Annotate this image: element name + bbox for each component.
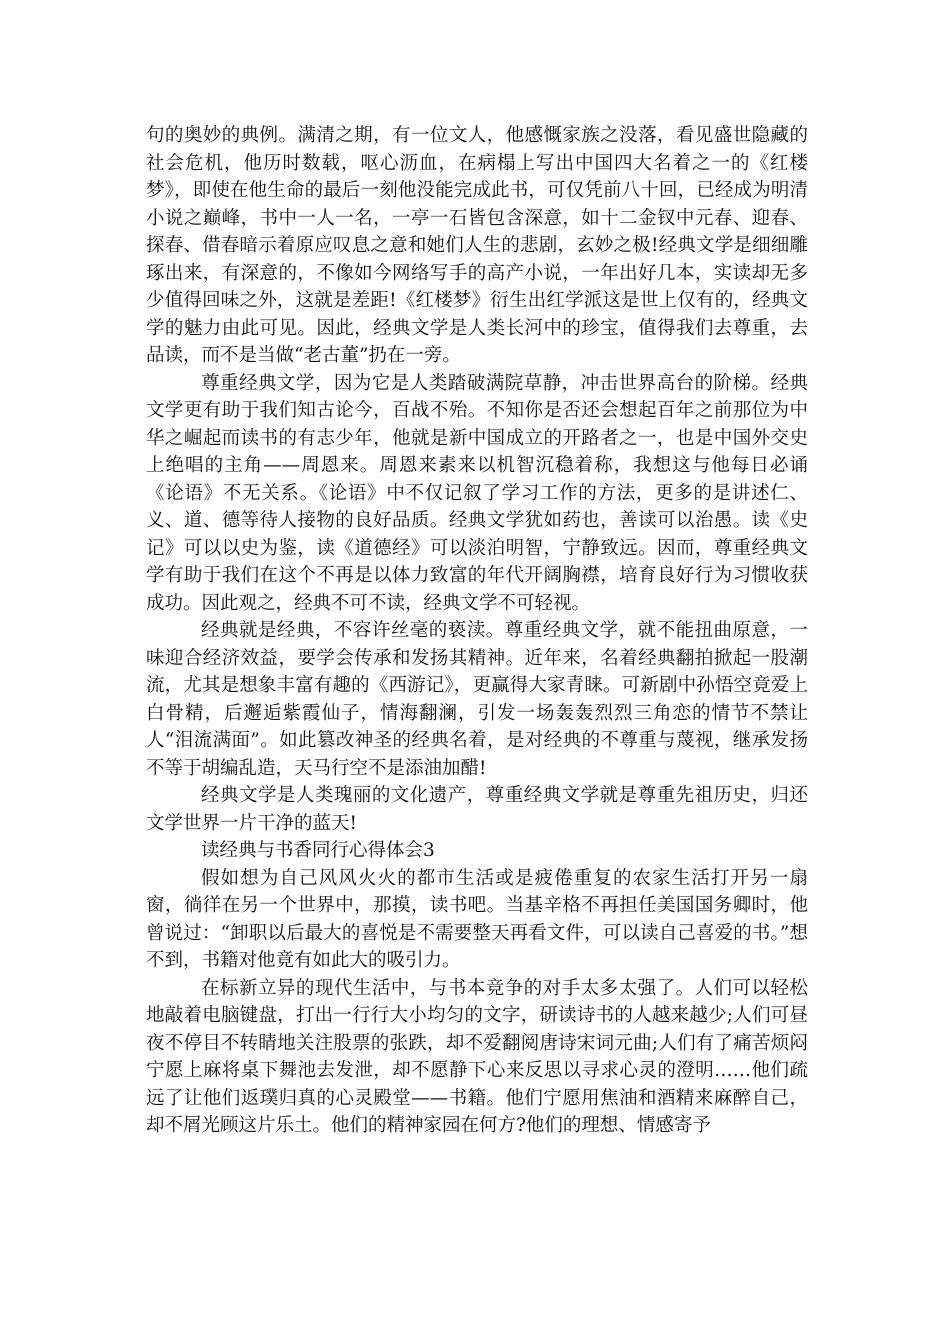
document-page xyxy=(146,122,808,1140)
paragraph-4: 经典文学是人类瑰丽的文化遗产，尊重经典文学就是尊重先祖历史，归还文学世界一片干净的蓝天! xyxy=(146,785,808,834)
paragraph-5: 假如想为自己风风火火的都市生活或是疲倦重复的农家生活打开另一扇窗，徜徉在另一个世界中，那摸，读书吧。当基辛格不再担任美国国务卿时，他曾说过：“卸职以后最大的喜悦是不需要整天再看文件，可以读自己喜爱的书。”想不到，书籍对他竟有如此大的吸引力。 xyxy=(146,867,808,971)
paragraph-6: 在标新立异的现代生活中，与书本竞争的对手太多太强了。人们可以轻松地敲着电脑键盘，打出一行行大小均匀的文字，研读诗书的人越来越少;人们可昼夜不停目不转睛地关注股票的张跌，却不爱翻阅唐诗宋词元曲;人们有了痛苦烦闷宁愿上麻将桌下舞池去发泄，却不愿静下心来反思以寻求心灵的澄明……他们疏远了让他们返璞归真的心灵殿堂——书籍。他们宁愿用焦油和酒精来麻醉自己，却不屑光顾这片乐土。他们的精神家园在何方?他们的理想、情感寄予 xyxy=(146,977,808,1136)
paragraph-3: 经典就是经典，不容许丝毫的亵渎。尊重经典文学，就不能扭曲原意，一味迎合经济效益，要学会传承和发扬其精神。近年来，名着经典翻拍掀起一股潮流，尤其是想象丰富有趣的《西游记》，更赢得大家青睐。可新剧中孙悟空竟爱上白骨精，后邂逅紫霞仙子，情海翻澜，引发一场轰轰烈烈三角恋的情节不禁让人“泪流满面”。如此篡改神圣的经典名着，是对经典的不尊重与蔑视，继承发扬不等于胡编乱造，天马行空不是添油加醋! xyxy=(146,620,808,779)
paragraph-2: 尊重经典文学，因为它是人类踏破满院草静，冲击世界高台的阶梯。经典文学更有助于我们知古论今，百战不殆。不知你是否还会想起百年之前那位为中华之崛起而读书的有志少年，他就是新中国成立的开路者之一，也是中国外交史上绝唱的主角——周恩来。周恩来素来以机智沉稳着称，我想这与他每日必诵《论语》不无关系。《论语》中不仅记叙了学习工作的方法，更多的是讲述仁、义、道、德等待人接物的良好品质。经典文学犹如药也，善读可以治愚。读《史记》可以以史为鉴，读《道德经》可以淡泊明智，宁静致远。因而，尊重经典文学有助于我们在这个不再是以体力致富的年代开阔胸襟，培育良好行为习惯收获成功。因此观之，经典不可不读，经典文学不可轻视。 xyxy=(146,372,808,614)
section-subtitle: 读经典与书香同行心得体会3 xyxy=(201,840,435,861)
paragraph-1: 句的奥妙的典例。满清之期，有一位文人，他感慨家族之没落，看见盛世隐藏的社会危机，他历时数载，呕心沥血，在病榻上写出中国四大名着之一的《红楼梦》，即使在他生命的最后一刻他没能完成此书，可仅凭前八十回，已经成为明清小说之巅峰，书中一人一名，一亭一石皆包含深意，如十二金钗中元春、迎春、探春、借春暗示着原应叹息之意和她们人生的悲剧，玄妙之极!经典文学是细细雕琢出来，有深意的，不像如今网络写手的高产小说，一年出好几本，实读却无多少值得回味之外，这就是差距!《红楼梦》衍生出红学派这是世上仅有的，经典文学的魅力由此可见。因此，经典文学是人类长河中的珍宝，值得我们去尊重，去品读，而不是当做“老古董”扔在一旁。 xyxy=(146,125,808,366)
